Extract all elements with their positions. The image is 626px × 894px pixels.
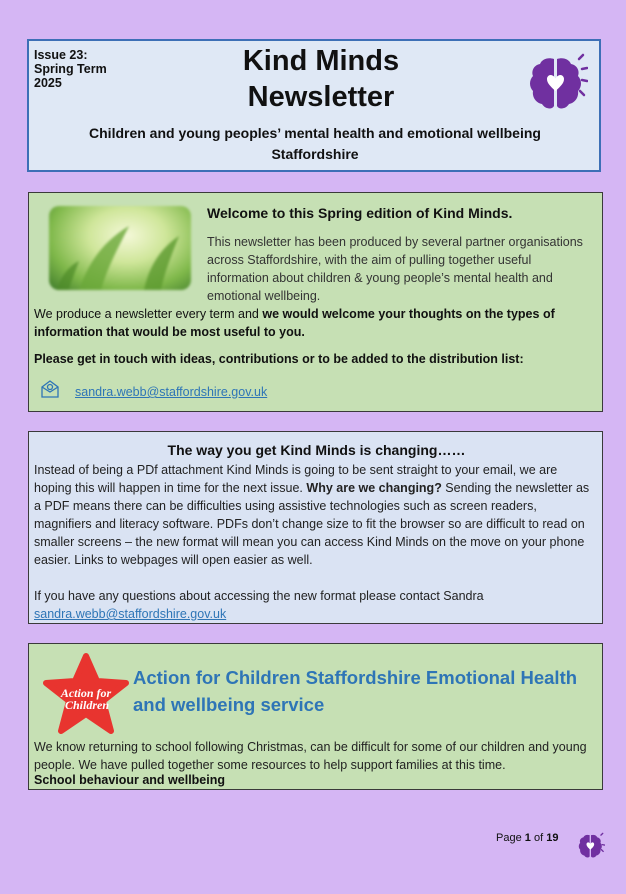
afc-heading: Action for Children Staffordshire Emotional Health and wellbeing service (133, 667, 578, 715)
newsletter-header (27, 39, 601, 172)
welcome-heading: Welcome to this Spring edition of Kind Minds. (207, 205, 513, 221)
email-icon (40, 379, 60, 399)
issue-number: Issue 23: (34, 48, 88, 62)
format-change-body: Instead of being a PDf attachment Kind Minds is going to be sent straight to your email, we are hoping this will happen in time for the next issue. Why are we changing? Sending the newsletter as a PDF means there can be difficulties using assistive technologies such as screen readers, magnifiers and literacy software. PDFs don’t change size to fit the browser so are difficult to read on smaller screens – the new format will mean you can access Kind Minds on the move on your phone easier. Links to webpages will open easier as well. (34, 463, 590, 567)
issue-term: Spring Term (34, 62, 107, 76)
welcome-feedback-text: We produce a newsletter every term and we would welcome your thoughts on the types of information that would be most useful to you. (34, 307, 555, 339)
welcome-section (28, 192, 603, 412)
format-change-heading: The way you get Kind Minds is changing…… (167, 442, 466, 458)
page-number: Page 1 of 19 (496, 832, 559, 844)
afc-body: We know returning to school following Christmas, can be difficult for some of our children and young people. We have pulled together some resources to help support families at this time. (34, 740, 587, 772)
issue-label (34, 48, 107, 90)
format-change-email-link[interactable]: sandra.webb@staffordshire.gov.uk (34, 607, 227, 621)
afc-subheading: School behaviour and wellbeing (34, 773, 225, 787)
afc-logo-text-line2: Children (64, 698, 110, 712)
welcome-intro: This newsletter has been produced by several partner organisations across Staffordshire, with the aim of pulling together useful information about children & young people’s mental health and emotional wellbeing. (207, 235, 583, 303)
welcome-contact-text: Please get in touch with ideas, contributions or to be added to the distribution list: (34, 352, 524, 366)
afc-logo-text-line1: Action for (60, 686, 112, 700)
spring-leaves-image (49, 206, 191, 290)
brain-heart-icon (577, 832, 605, 860)
brain-heart-icon (526, 53, 588, 113)
welcome-email-link[interactable]: sandra.webb@staffordshire.gov.uk (75, 385, 268, 399)
page-title: Kind Minds Newsletter (242, 45, 400, 113)
format-change-section (28, 431, 603, 624)
issue-year: 2025 (34, 76, 62, 90)
format-change-contact: If you have any questions about accessing the new format please contact Sandra sandra.webb@staffordshire.gov.uk (34, 589, 484, 621)
action-for-children-logo (40, 652, 132, 736)
action-for-children-section (28, 643, 603, 790)
page-subtitle: Children and young peoples’ mental health and emotional wellbeing Staffordshire (89, 125, 541, 162)
